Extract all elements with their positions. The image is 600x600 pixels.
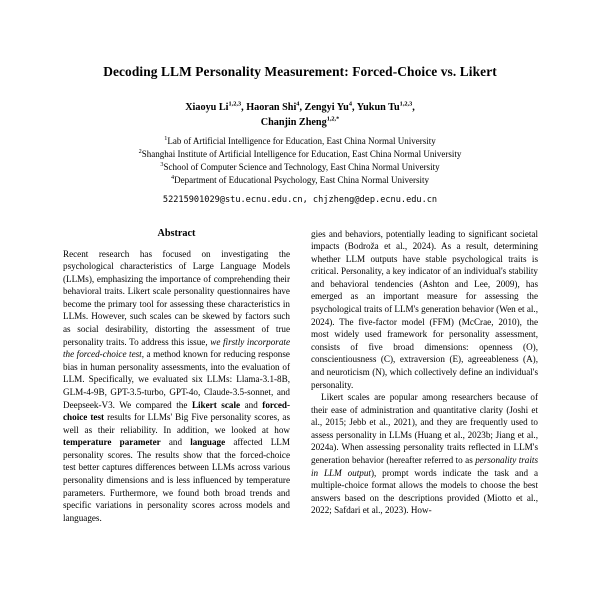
emphasis-bold: forced-choice test — [63, 399, 290, 423]
emphasis-bold: Likert scale — [191, 399, 241, 410]
author-affiliation-marker: 1,2,3 — [399, 100, 413, 108]
text-run: and — [240, 399, 263, 410]
emphasis-bold: language — [190, 437, 226, 448]
author-affiliation-marker: 1,2,3 — [228, 100, 242, 108]
affiliation-marker: 2 — [138, 148, 142, 156]
author-name: Chanjin Zheng — [260, 116, 327, 128]
author-affiliation-marker: 1,2,* — [326, 115, 340, 123]
author-affiliation-marker: 4 — [296, 100, 300, 108]
page-title: Decoding LLM Personality Measurement: Forced-Choice vs. Likert — [103, 64, 497, 79]
author-affiliation-marker: 4 — [348, 100, 352, 108]
affiliation-text: Shanghai Institute of Artificial Intelligence for Education, East China Normal University — [141, 149, 462, 160]
text-run: ), prompt words indicate the task and a multiple-choice format allows the models to choose the best answers based on the descriptions provided (Miotto et al., 2022; Safdari et al., 2023). How- — [311, 467, 539, 516]
affiliation-text: Department of Educational Psychology, East China Normal University — [174, 175, 429, 186]
affiliation-marker: 1 — [164, 135, 168, 143]
affiliation-text: School of Computer Science and Technology, East China Normal University — [163, 162, 440, 173]
author-list: Xiaoyu Li$^{1,2,3}$, Haoran Shi$^4$, Zengyi Yu$^4$, Yukun Tu$^{1,2,3}$, Chanjin Zheng$^{1,2,*}$ — [185, 100, 415, 128]
affiliation-list — [63, 130, 537, 188]
text-run: gies and behaviors, potentially leading to significant societal impacts (Bodroža et al., 2024). As a result, determining whether LLM outputs have stable psychological traits is critical. Personality, a key indicator of an individual's stability and behavioral tendencies (Ashton and Lee, 2009), has emerged as an important measure for assessing the psychological traits of LLM's generation behavior (Wen et al., 2024). The five-factor model (FFM) (McCrae, 2010), the most widely used framework for personality assessment, consists of five broad dimensions: openness (O), conscientiousness (C), extraversion (E), agreeableness (A), and neuroticism (N), which collectively define an individual's personality. — [311, 228, 538, 390]
abstract-paragraph — [63, 248, 290, 525]
right-column — [311, 228, 538, 525]
abstract-heading: Abstract — [157, 227, 196, 239]
intro-paragraph — [311, 391, 538, 517]
text-run: Recent research has focused on investigating the psychological characteristics of Large Language Models (LLMs), emphasizing the importance of comprehending their behavioral traits. Likert scale personality questionnaires have become the primary tool for assessing these characteristics in LLMs. However, such scales can be skewed by factors such as social desirability, distorting the assessment of true personality traits. To address this issue, — [63, 248, 290, 347]
affiliation-item — [63, 148, 537, 161]
affiliation-item — [63, 161, 537, 174]
affiliation-marker: 3 — [160, 161, 164, 169]
author-name: Haoran Shi — [246, 102, 297, 114]
text-run: results for LLMs' Big Five personality scores, as well as their reliability. In addition, we looked at how — [63, 412, 290, 435]
intro-paragraph — [311, 228, 538, 392]
author-name: Xiaoyu Li — [185, 102, 229, 114]
author-name: Zengyi Yu — [304, 102, 349, 114]
text-run: and — [160, 437, 191, 448]
text-run: , a method known for reducing response bias in human personality assessments, into the evaluation of LLM. Specifically, we evaluated six LLMs: Llama-3.1-8B, GLM-4-9B, GPT-3.5-turbo, GPT-4o, Claude-3.5-sonnet, and Deepseek-V3. We compared the — [63, 349, 290, 410]
emphasis-italic: we firstly incorporate the forced-choice test — [63, 336, 290, 360]
affiliation-marker: 4 — [171, 174, 175, 182]
affiliation-item — [63, 135, 537, 148]
text-run: affected LLM personality scores. The results show that the forced-choice test better captures differences between LLMs across various personality dimensions and is less influenced by temperature parameters. Furthermore, we found both broad trends and specific variations in personality scores across models and languages. — [63, 437, 290, 523]
affiliation-text: Lab of Artificial Intelligence for Education, East China Normal University — [167, 136, 436, 147]
emphasis-bold: temperature parameter — [63, 437, 161, 448]
affiliation-item — [63, 174, 537, 187]
author-name: Yukun Tu — [356, 102, 400, 114]
contact-emails: 52215901029@stu.ecnu.edu.cn, chjzheng@dep.ecnu.edu.cn — [162, 194, 438, 205]
body-columns — [63, 206, 537, 525]
emphasis-italic: personality traits in LLM output — [311, 454, 538, 478]
left-column — [63, 228, 290, 525]
text-run: Likert scales are popular among researchers because of their ease of administration and quantitative clarity (Joshi et al., 2015; Jebb et al., 2021), and they are frequently used to assess personality in LLMs (Huang et al., 2023b; Jiang et al., 2024a). When assessing personality traits reflected in LLM's generation behavior (hereafter referred to as — [311, 392, 538, 465]
